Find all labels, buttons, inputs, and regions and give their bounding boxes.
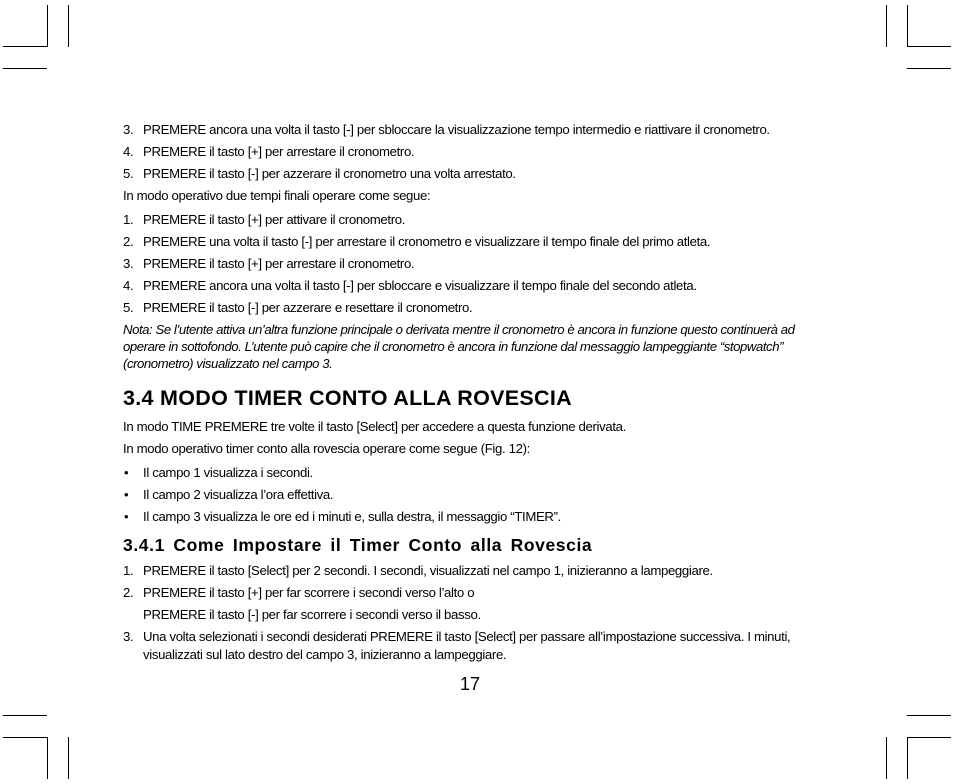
list-item (123, 584, 823, 602)
list-item (123, 299, 823, 317)
list-text: PREMERE una volta il tasto [-] per arrestare il cronometro e visualizzare il tempo finale del primo atleta. (143, 234, 711, 249)
list-text: PREMERE il tasto [+] per arrestare il cronometro. (143, 144, 415, 159)
list-number: 4. (123, 144, 134, 159)
list-text: PREMERE il tasto [-] per azzerare e resettare il cronometro. (143, 300, 473, 315)
list-number: 2. (123, 585, 134, 600)
crop-mark (68, 737, 69, 779)
subsection-heading: 3.4.1 Come Impostare il Timer Conto alla Rovescia (123, 535, 593, 555)
crop-mark (886, 737, 887, 779)
crop-mark (907, 737, 908, 779)
list-item (123, 233, 823, 251)
list-number: 1. (123, 212, 134, 227)
bullet-mark: • (124, 465, 129, 480)
crop-mark (907, 5, 908, 47)
list-number: 3. (123, 256, 134, 271)
list-number: 4. (123, 278, 134, 293)
page-content (123, 121, 823, 668)
crop-mark (3, 46, 48, 47)
list-item (123, 628, 823, 664)
list-number: 1. (123, 563, 134, 578)
section-paragraph: In modo TIME PREMERE tre volte il tasto [Select] per accedere a questa funzione derivata. (123, 419, 626, 434)
list-number: 5. (123, 300, 134, 315)
page-number: 17 (459, 674, 481, 694)
list-item (123, 211, 823, 229)
crop-mark (3, 715, 47, 716)
bullet-text: Il campo 1 visualizza i secondi. (143, 465, 313, 480)
crop-mark (886, 5, 887, 47)
bullet-text: Il campo 3 visualizza le ore ed i minuti e, sulla destra, il messaggio “TIMER”. (143, 509, 561, 524)
bullet-text: Il campo 2 visualizza l’ora effettiva. (143, 487, 334, 502)
crop-mark (3, 68, 47, 69)
list-text: PREMERE il tasto [Select] per 2 secondi. I secondi, visualizzati nel campo 1, inizieranno a lampeggiare. (143, 563, 713, 578)
crop-mark (907, 46, 951, 47)
list-number: 3. (123, 629, 134, 644)
crop-mark (3, 737, 48, 738)
list-text: PREMERE ancora una volta il tasto [-] per sbloccare la visualizzazione tempo intermedio e riattivare il cronometro. (143, 122, 770, 137)
bullet-mark: • (124, 509, 129, 524)
intro-paragraph: In modo operativo due tempi finali operare come segue: (123, 188, 431, 203)
list-item (123, 255, 823, 273)
crop-mark (47, 5, 48, 47)
crop-mark (907, 737, 951, 738)
bullet-item (123, 486, 823, 504)
list-continuation (123, 606, 823, 624)
list-item (123, 562, 823, 580)
list-item (123, 165, 823, 183)
list-item (123, 121, 823, 139)
list-number: 5. (123, 166, 134, 181)
bullet-mark: • (124, 487, 129, 502)
section-paragraph: In modo operativo timer conto alla rovescia operare come segue (Fig. 12): (123, 441, 530, 456)
section-heading: 3.4 MODO TIMER CONTO ALLA ROVESCIA (123, 386, 572, 410)
list-number: 3. (123, 122, 134, 137)
list-text: PREMERE il tasto [+] per attivare il cronometro. (143, 212, 406, 227)
list-text: PREMERE il tasto [-] per azzerare il cronometro una volta arrestato. (143, 166, 516, 181)
bullet-item (123, 464, 823, 482)
list-text: PREMERE ancora una volta il tasto [-] per sbloccare e visualizzare il tempo finale del secondo atleta. (143, 278, 697, 293)
list-number: 2. (123, 234, 134, 249)
list-item (123, 143, 823, 161)
list-text: PREMERE il tasto [+] per arrestare il cronometro. (143, 256, 415, 271)
list-text: PREMERE il tasto [+] per far scorrere i secondi verso l’alto o (143, 585, 475, 600)
list-item (123, 277, 823, 295)
crop-mark (907, 715, 951, 716)
note-paragraph: Nota: Se l’utente attiva un’altra funzione principale o derivata mentre il cronometro è ancora in funzione questo continuerà ad operare in sottofondo. L’utente può capire che il cronometro è ancora in funzione dal messaggio lampeggiante “stopwatch” (cronometro) visualizzato nel campo 3. (123, 322, 795, 371)
list-text: Una volta selezionati i secondi desiderati PREMERE il tasto [Select] per passare all’impostazione successiva. I minuti, visualizzati sul lato destro del campo 3, inizieranno a lampeggiare. (143, 629, 791, 662)
crop-mark (47, 737, 48, 779)
crop-mark (907, 68, 951, 69)
bullet-item (123, 508, 823, 526)
crop-mark (68, 5, 69, 47)
list-text: PREMERE il tasto [-] per far scorrere i secondi verso il basso. (143, 607, 481, 622)
